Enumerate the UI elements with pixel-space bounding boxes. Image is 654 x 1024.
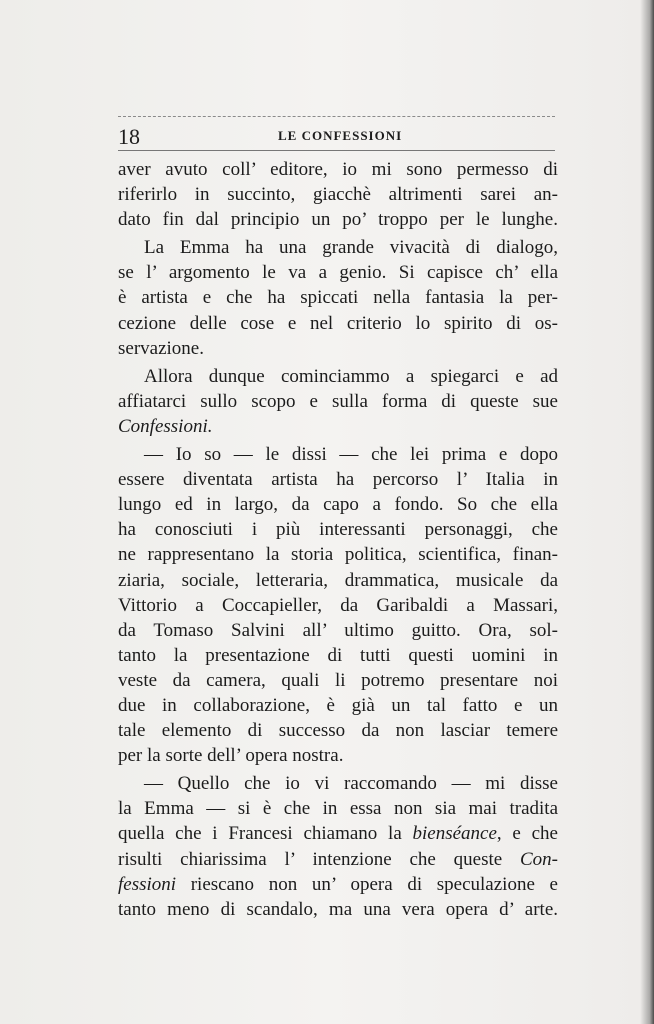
text-line: affiatarci sullo scopo e sulla forma di queste sue [118, 390, 558, 412]
text-run: riescano non un’ opera di speculazione e [176, 873, 558, 895]
page-number: 18 [118, 124, 140, 149]
text-line: Confessioni. [118, 415, 213, 437]
header-bottom-rule [118, 150, 555, 151]
text-line: cezione delle cose e nel criterio lo spirito di os- [118, 312, 558, 334]
text-line: — Io so — le dissi — che lei prima e dopo [144, 444, 558, 466]
text-line: Vittorio a Coccapieller, da Garibaldi a Massari, [118, 594, 558, 616]
text-line: ne rappresentano la storia politica, scientifica, finan- [118, 544, 558, 566]
text-line: per la sorte dell’ opera nostra. [118, 745, 344, 767]
text-line: lungo ed in largo, da capo a fondo. So che ella [118, 494, 558, 516]
text-line: due in collaborazione, è già un tal fatto e un [118, 694, 558, 716]
text-line [118, 872, 558, 897]
text-line: la Emma — si è che in essa non sia mai tradita [118, 798, 558, 820]
text-line [118, 821, 558, 846]
text-line: è artista e che ha spiccati nella fantasia la per- [118, 287, 558, 309]
text-line: Allora dunque cominciammo a spiegarci e ad [144, 365, 558, 387]
text-line: ziaria, sociale, letteraria, drammatica, musicale da [118, 569, 558, 591]
book-spine-shadow [640, 0, 654, 1024]
text-line: aver avuto coll’ editore, io mi sono permesso di [118, 159, 558, 180]
text-line: servazione. [118, 337, 204, 359]
body-text [118, 157, 558, 922]
page-header [118, 116, 555, 152]
text-run: risulti chiarissima l’ intenzione che queste [118, 848, 520, 870]
text-line: ha conosciuti i più interessanti personaggi, che [118, 519, 558, 541]
text-line: dato fin dal principio un po’ troppo per le lunghe. [118, 209, 558, 231]
text-line: riferirlo in succinto, giacchè altrimenti sarei an- [118, 184, 558, 206]
text-line: tanto meno di scandalo, ma una vera opera d’ arte. [118, 898, 558, 920]
italic-term: bienséance [412, 823, 497, 845]
text-run: , e che [496, 823, 558, 845]
text-line: tale elemento di successo da non lasciar temere [118, 720, 558, 742]
text-line: essere diventata artista ha percorso l’ Italia in [118, 469, 558, 491]
text-line: veste da camera, quali li potremo presentare noi [118, 669, 558, 691]
text-line: tanto la presentazione di tutti questi uomini in [118, 644, 558, 666]
text-line: La Emma ha una grande vivacità di dialogo, [144, 237, 558, 259]
running-title: LE CONFESSIONI [278, 128, 403, 143]
text-line: — Quello che io vi raccomando — mi disse [144, 773, 558, 795]
text-line: da Tomaso Salvini all’ ultimo guitto. Ora, sol- [118, 619, 558, 641]
italic-term: Con- [520, 848, 558, 870]
text-run: quella che i Francesi chiamano la [118, 823, 413, 845]
italic-term: fessioni [118, 873, 177, 895]
text-line [118, 847, 558, 872]
text-line: se l’ argomento le va a genio. Si capisce ch’ ella [118, 262, 558, 284]
header-top-rule [118, 116, 555, 117]
